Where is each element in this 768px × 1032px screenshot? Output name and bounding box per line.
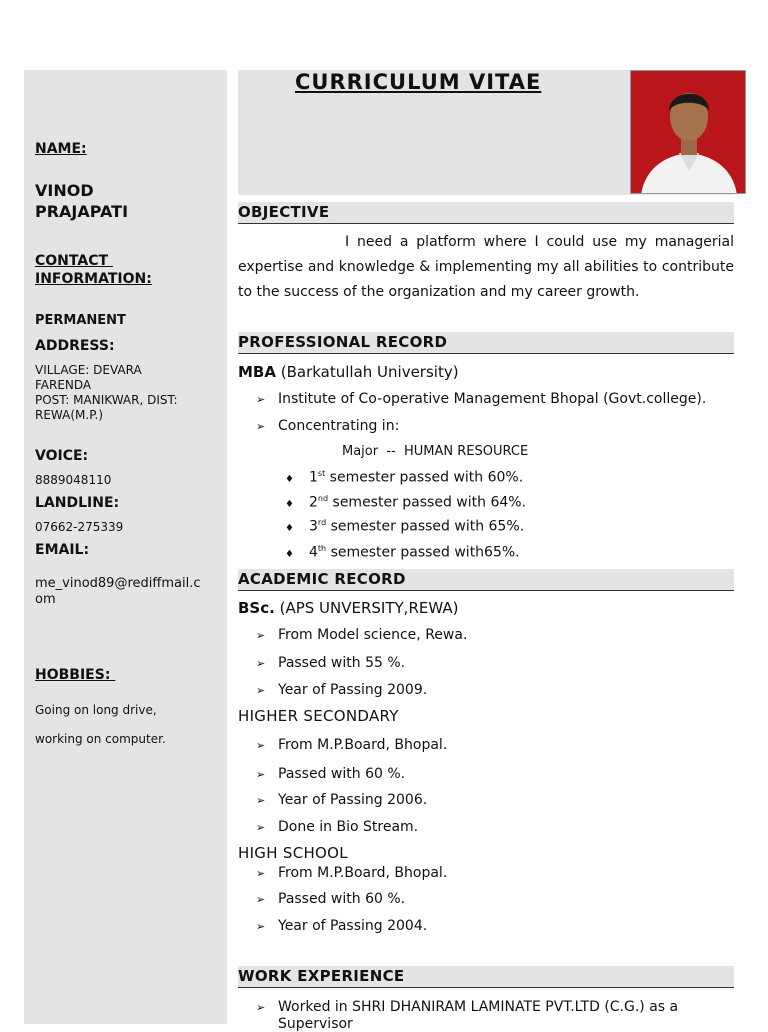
professional-heading <box>238 332 734 354</box>
arrow-bullet-icon: ➢ <box>256 420 266 433</box>
semester-item: ♦ 4th semester passed with65%. <box>285 544 520 561</box>
contact-line-1: CONTACT <box>35 253 113 269</box>
arrow-bullet-icon: ➢ <box>256 393 266 406</box>
arrow-bullet-icon: ➢ <box>256 821 266 834</box>
objective-text-body: I need a platform where I could use my managerial expertise and knowledge & implementing my all abilities to contribute to the success of the organization and my career growth. <box>238 234 734 300</box>
list-item: ➢ Worked in SHRI DHANIRAM LAMINATE PVT.LTD (C.G.) as a Supervisor <box>256 999 679 1032</box>
page-title: CURRICULUM VITAE <box>295 70 542 94</box>
mba-line <box>238 363 459 381</box>
email-label: EMAIL: <box>35 542 90 558</box>
address-line-3: POST: MANIKWAR, DIST: <box>35 393 178 407</box>
academic-heading <box>238 569 734 591</box>
bsc-degree: BSc. <box>238 599 275 617</box>
profile-photo <box>630 70 746 194</box>
address-value <box>35 363 178 423</box>
objective-heading-text: OBJECTIVE <box>238 203 330 221</box>
work-heading <box>238 966 734 988</box>
mba-university: (Barkatullah University) <box>275 363 459 381</box>
diamond-bullet-icon: ♦ <box>285 548 294 560</box>
contact-line-2: INFORMATION: <box>35 271 152 287</box>
name-label: NAME: <box>35 141 87 157</box>
voice-number: 8889048110 <box>35 473 112 487</box>
contact-label <box>35 252 152 288</box>
semester-item: ♦ 3rd semester passed with 65%. <box>285 518 525 535</box>
name-line-2: PRAJAPATI <box>35 202 129 221</box>
objective-heading <box>238 202 734 224</box>
list-item: ➢ Passed with 60 %. <box>256 891 406 907</box>
arrow-bullet-icon: ➢ <box>256 794 266 807</box>
bsc-line <box>238 599 458 617</box>
work-heading-text: WORK EXPERIENCE <box>238 967 405 985</box>
email-value <box>35 576 200 608</box>
list-item: ➢ Year of Passing 2004. <box>256 918 428 934</box>
bsc-university: (APS UNVERSITY,REWA) <box>274 599 459 617</box>
semester-item: ♦ 1st semester passed with 60%. <box>285 469 524 486</box>
high-school-heading: HIGH SCHOOL <box>238 844 348 862</box>
landline-number: 07662-275339 <box>35 520 124 534</box>
list-item: ➢ Institute of Co-operative Management Bhopal (Govt.college). <box>256 391 707 407</box>
diamond-bullet-icon: ♦ <box>285 498 294 510</box>
list-item: ➢ Year of Passing 2006. <box>256 792 428 808</box>
hobbies-label: HOBBIES: <box>35 667 116 683</box>
list-item: ➢ From M.P.Board, Bhopal. <box>256 737 448 753</box>
list-item: ➢ From M.P.Board, Bhopal. <box>256 865 448 881</box>
voice-label: VOICE: <box>35 448 89 464</box>
professional-heading-text: PROFESSIONAL RECORD <box>238 333 448 351</box>
address-line-1: VILLAGE: DEVARA <box>35 363 142 377</box>
arrow-bullet-icon: ➢ <box>256 739 266 752</box>
address-label: ADDRESS: <box>35 338 115 354</box>
arrow-bullet-icon: ➢ <box>256 920 266 933</box>
name-line-1: VINOD <box>35 181 94 200</box>
arrow-bullet-icon: ➢ <box>256 893 266 906</box>
person-photo-icon <box>631 71 746 194</box>
higher-secondary-heading: HIGHER SECONDARY <box>238 707 399 725</box>
list-item: ➢ From Model science, Rewa. <box>256 627 468 643</box>
arrow-bullet-icon: ➢ <box>256 629 266 642</box>
address-line-2: FARENDA <box>35 378 92 392</box>
arrow-bullet-icon: ➢ <box>256 768 266 781</box>
academic-heading-text: ACADEMIC RECORD <box>238 570 406 588</box>
arrow-bullet-icon: ➢ <box>256 657 266 670</box>
diamond-bullet-icon: ♦ <box>285 473 294 485</box>
arrow-bullet-icon: ➢ <box>256 684 266 697</box>
list-item: ➢ Year of Passing 2009. <box>256 682 428 698</box>
candidate-name <box>35 180 128 222</box>
arrow-bullet-icon: ➢ <box>256 1001 266 1014</box>
hobby-1: Going on long drive, <box>35 703 157 717</box>
major-line: Major -- HUMAN RESOURCE <box>342 444 529 459</box>
address-line-4: REWA(M.P.) <box>35 408 104 422</box>
landline-label: LANDLINE: <box>35 495 120 511</box>
diamond-bullet-icon: ♦ <box>285 522 294 534</box>
list-item: ➢ Concentrating in: <box>256 418 400 434</box>
list-item: ➢ Passed with 55 %. <box>256 655 406 671</box>
list-item: ➢ Passed with 60 %. <box>256 766 406 782</box>
arrow-bullet-icon: ➢ <box>256 867 266 880</box>
list-item: ➢ Done in Bio Stream. <box>256 819 419 835</box>
permanent-label: PERMANENT <box>35 313 126 328</box>
mba-degree: MBA <box>238 363 276 381</box>
email-line-1: me_vinod89@rediffmail.c <box>35 576 201 591</box>
hobby-2: working on computer. <box>35 732 166 746</box>
semester-item: ♦ 2nd semester passed with 64%. <box>285 494 527 511</box>
objective-text <box>238 230 734 305</box>
email-line-2: om <box>35 592 56 607</box>
